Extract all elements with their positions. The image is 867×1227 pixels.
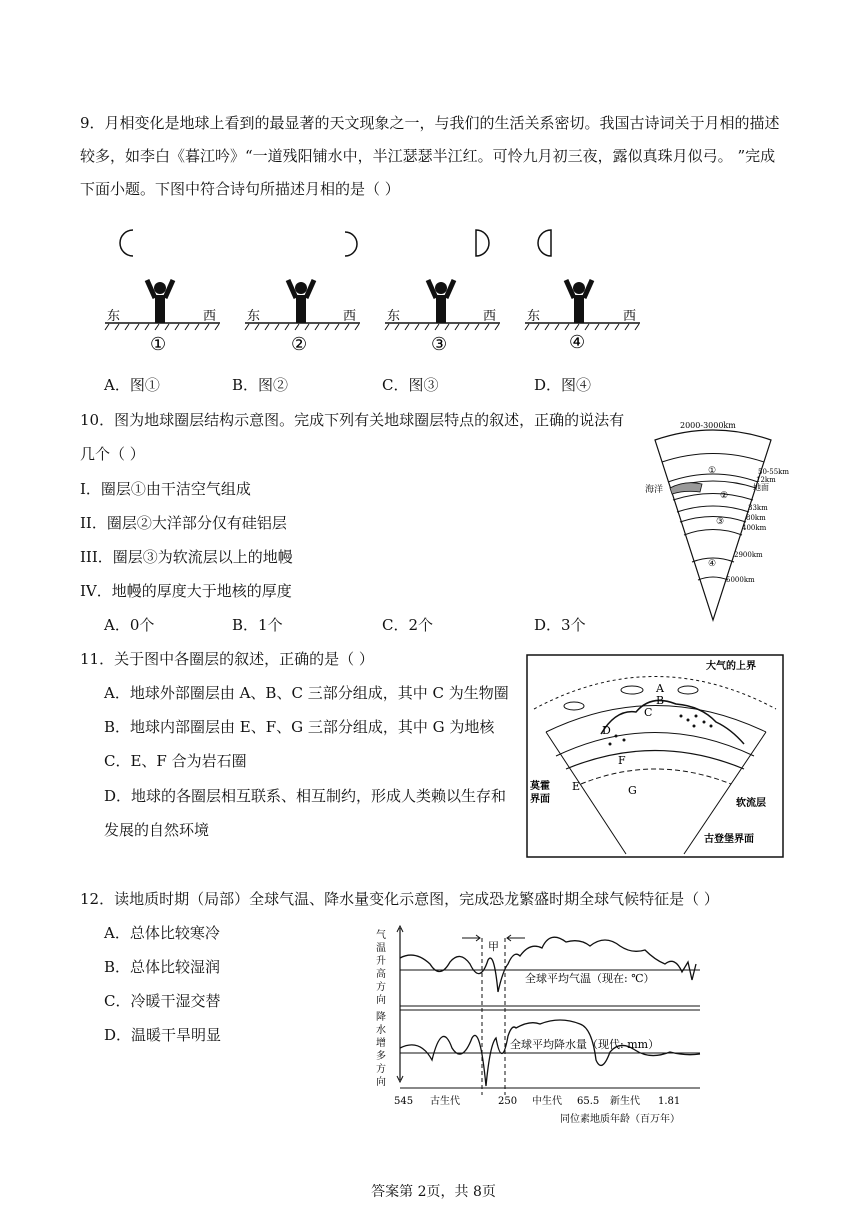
moon-first-quarter-icon xyxy=(476,230,489,256)
fig12-x-axis-label: 同位素地质年龄（百万年） xyxy=(560,1114,680,1125)
fig12-precip-axis-1: 降 xyxy=(376,1012,386,1023)
fig12-temp-axis-2: 温 xyxy=(376,943,386,954)
q10-item-4: IV．地幔的厚度大于地核的厚度 xyxy=(80,582,292,600)
q10-option-a[interactable]: A．0个 xyxy=(104,616,155,634)
fig11-moho-label-2: 界面 xyxy=(530,794,550,805)
fig12-temp-label: 全球平均气温（现在: ℃） xyxy=(525,972,655,985)
fig10-circle-3: ③ xyxy=(716,517,725,527)
fig10-ocean-label: 海洋 xyxy=(645,485,664,495)
west-label-4: 西 xyxy=(623,309,637,324)
fig11-letter-e: E xyxy=(572,780,581,793)
fig10-top-label: 2000-3000km xyxy=(680,421,736,430)
west-label-3: 西 xyxy=(483,309,497,324)
fig12-tick-mesozoic: 中生代 xyxy=(532,1096,562,1107)
q10-option-d[interactable]: D．3个 xyxy=(534,616,586,634)
figure-number-3: ③ xyxy=(431,334,448,355)
figure-number-1: ① xyxy=(150,334,167,355)
fig12-temp-axis-4: 高 xyxy=(376,969,386,980)
fig12-tick-65-5: 65.5 xyxy=(577,1096,600,1107)
q11-option-d-line-1[interactable]: D．地球的各圈层相互联系、相互制约，形成人类赖以生存和 xyxy=(104,787,507,805)
fig11-letter-a: A xyxy=(656,682,664,695)
fig12-temp-axis-3: 升 xyxy=(376,956,386,967)
figure-number-2: ② xyxy=(291,334,308,355)
fig12-precip-label: 全球平均降水量（现代: mm） xyxy=(510,1038,660,1051)
fig12-precip-axis-6: 向 xyxy=(376,1077,386,1088)
fig11-gutenberg-label: 古登堡界面 xyxy=(704,834,754,845)
fig10-circle-1: ① xyxy=(708,466,717,476)
fig12-precip-axis-2: 水 xyxy=(376,1025,386,1036)
q12-stem: 12．读地质时期（局部）全球气温、降水量变化示意图，完成恐龙繁盛时期全球气候特征是（ ） xyxy=(80,890,719,908)
q9-line-1: 9．月相变化是地球上看到的最显著的天文现象之一，与我们的生活关系密切。我国古诗词关于月相的描述 xyxy=(80,114,780,132)
fig10-depth-6: 2900km xyxy=(734,551,763,559)
earth-sphere-structure-figure xyxy=(640,410,790,625)
fig12-tick-250: 250 xyxy=(498,1096,518,1107)
fig10-depth-5: 400km xyxy=(742,524,767,532)
q9-line-3: 下面小题。下图中符合诗句所描述月相的是（ ） xyxy=(80,180,400,198)
q10-item-1: I．圈层①由干洁空气组成 xyxy=(80,480,251,498)
fig11-asthenosphere-label: 软流层 xyxy=(736,798,766,809)
earth-layers-figure xyxy=(526,654,784,858)
fig12-precip-axis-3: 增 xyxy=(376,1038,386,1049)
fig12-tick-paleozoic: 古生代 xyxy=(430,1096,460,1107)
fig10-depth-7: 5000km xyxy=(726,576,755,584)
fig11-letter-d: D xyxy=(602,724,611,737)
moon-waning-crescent-icon xyxy=(120,230,133,256)
fig10-depth-4: 80km xyxy=(746,514,766,522)
fig11-letter-f: F xyxy=(618,754,626,767)
fig10-circle-4: ④ xyxy=(708,559,717,569)
q10-line-1: 10．图为地球圈层结构示意图。完成下列有关地球圈层特点的叙述，正确的说法有 xyxy=(80,411,625,429)
q12-option-a[interactable]: A．总体比较寒冷 xyxy=(104,924,220,942)
fig10-land-label: 地面 xyxy=(753,483,769,492)
q10-option-b[interactable]: B．1个 xyxy=(232,616,283,634)
q9-option-b[interactable]: B．图② xyxy=(232,376,289,394)
fig12-temp-axis-1: 气 xyxy=(376,930,386,941)
fig12-precip-axis-4: 多 xyxy=(376,1051,386,1062)
q9-line-2: 较多，如李白《暮江吟》“一道残阳铺水中，半江瑟瑟半江红。可怜九月初三夜，露似真珠月似弓。 ”完成 xyxy=(80,147,776,165)
q9-option-d[interactable]: D．图④ xyxy=(534,376,592,394)
fig11-moho-label-1: 莫霍 xyxy=(530,781,550,792)
q11-option-d-line-2: 发展的自然环境 xyxy=(104,821,210,839)
fig10-depth-2: 12km xyxy=(756,476,776,484)
fig12-tick-cenozoic: 新生代 xyxy=(610,1096,640,1107)
q11-option-b[interactable]: B．地球内部圈层由 E、F、G 三部分组成，其中 G 为地核 xyxy=(104,718,495,736)
q10-option-c[interactable]: C．2个 xyxy=(382,616,434,634)
moon-waxing-crescent-icon xyxy=(345,232,357,256)
q11-option-c[interactable]: C．E、F 合为岩石圈 xyxy=(104,752,247,770)
east-label-3: 东 xyxy=(387,309,401,324)
fig12-precip-axis-5: 方 xyxy=(376,1064,386,1075)
fig11-letter-b: B xyxy=(656,694,665,707)
moon-phase-figure xyxy=(95,220,655,360)
east-label-2: 东 xyxy=(247,309,261,324)
fig11-atm-top-label: 大气的上界 xyxy=(706,661,756,672)
fig12-tick-545: 545 xyxy=(394,1096,414,1107)
west-label-2: 西 xyxy=(343,309,357,324)
fig12-temp-axis-6: 向 xyxy=(376,995,386,1006)
q9-option-a[interactable]: A．图① xyxy=(104,376,160,394)
moon-last-quarter-icon xyxy=(538,230,551,256)
fig10-depth-1: 50-55km xyxy=(758,468,790,476)
page-footer: 答案第 2页，共 8页 xyxy=(371,1184,496,1200)
q12-option-d[interactable]: D．温暖干旱明显 xyxy=(104,1026,222,1044)
q9-option-c[interactable]: C．图③ xyxy=(382,376,439,394)
east-label-1: 东 xyxy=(107,309,121,324)
west-label-1: 西 xyxy=(203,309,217,324)
fig10-depth-3: 33km xyxy=(748,504,768,512)
fig12-jia-label: 甲 xyxy=(488,940,499,953)
fig10-circle-2: ② xyxy=(720,491,729,501)
climate-history-figure xyxy=(370,920,720,1130)
q11-stem: 11．关于图中各圈层的叙述，正确的是（ ） xyxy=(80,650,374,668)
q10-item-2: II．圈层②大洋部分仅有硅铝层 xyxy=(80,514,287,532)
figure-number-4: ④ xyxy=(569,332,586,353)
fig12-tick-1-81: 1.81 xyxy=(658,1096,681,1107)
q12-option-b[interactable]: B．总体比较湿润 xyxy=(104,958,221,976)
east-label-4: 东 xyxy=(527,309,541,324)
q12-option-c[interactable]: C．冷暖干湿交替 xyxy=(104,992,221,1010)
fig11-letter-c: C xyxy=(644,706,653,719)
q10-item-3: III．圈层③为软流层以上的地幔 xyxy=(80,548,293,566)
q11-option-a[interactable]: A．地球外部圈层由 A、B、C 三部分组成，其中 C 为生物圈 xyxy=(104,684,509,702)
fig11-letter-g: G xyxy=(628,784,637,797)
fig12-temp-axis-5: 方 xyxy=(376,982,386,993)
q10-line-2: 几个（ ） xyxy=(80,445,145,463)
